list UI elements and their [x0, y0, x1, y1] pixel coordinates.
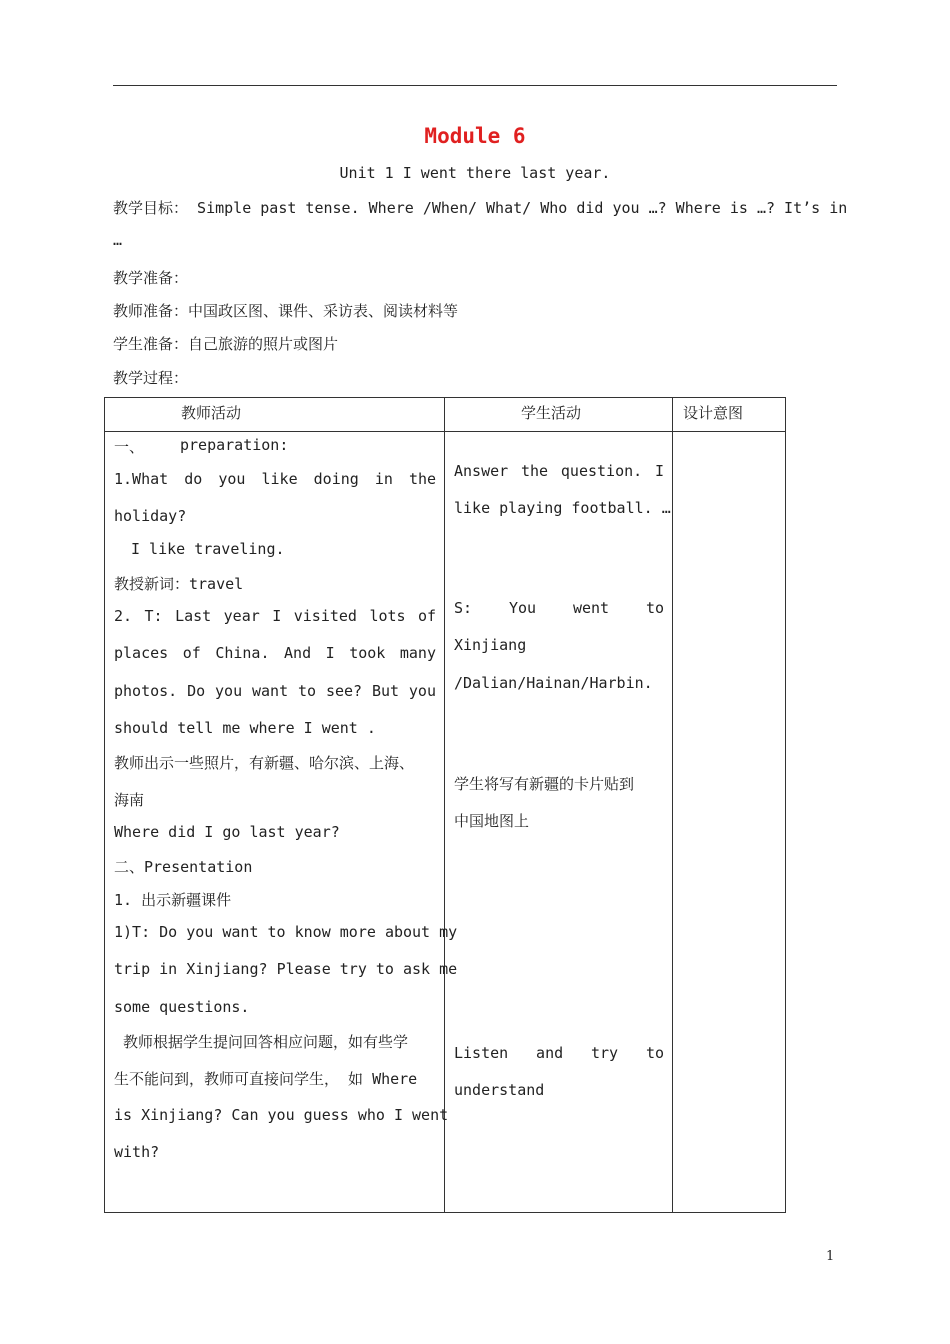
t-l1-num: 一、: [114, 438, 145, 456]
page-title: Module 6: [424, 124, 526, 148]
page-number: 1: [826, 1249, 835, 1264]
t-l17: some questions.: [114, 998, 250, 1016]
t-l6: 2. T: Last year I visited lots of: [114, 607, 437, 625]
t-l8: photos. Do you want to see? But you: [114, 682, 436, 700]
t-l12: Where did I go last year?: [114, 823, 340, 841]
header-student-activity: 学生活动: [445, 398, 673, 432]
s-l6: 学生将写有新疆的卡片贴到: [454, 775, 635, 793]
t-l9: should tell me where I went .: [114, 719, 376, 737]
t-l2: 1.What do you like doing in the: [114, 470, 437, 488]
objectives-line: [113, 197, 848, 218]
t-l15: 1)T: Do you want to know more about my: [114, 923, 458, 941]
objectives-continued: …: [113, 231, 123, 249]
t-l20: is Xinjiang? Can you guess who I went: [114, 1106, 449, 1124]
t-l10: 教师出示一些照片，有新疆、哈尔滨、上海、: [114, 754, 415, 772]
t-l7: places of China. And I took many: [114, 644, 436, 662]
t-l4: I like traveling.: [131, 540, 285, 558]
t-l13: 二、Presentation: [114, 858, 253, 876]
s-l5: /Dalian/Hainan/Harbin.: [454, 674, 653, 692]
s-l9: understand: [454, 1081, 545, 1099]
objectives-label: 教学目标：: [113, 199, 189, 217]
t-l14: 1. 出示新疆课件: [114, 891, 232, 909]
header-design-intent: 设计意图: [673, 398, 786, 432]
t-l11: 海南: [114, 791, 145, 809]
unit-subtitle: Unit 1 I went there last year.: [339, 164, 611, 182]
prep-heading: 教学准备：: [113, 269, 189, 287]
t-l16: trip in Xinjiang? Please try to ask me: [114, 960, 458, 978]
s-l8: Listen and try to: [454, 1044, 665, 1062]
lesson-table: [104, 397, 786, 1213]
table-header-row: [105, 398, 786, 432]
design-intent-cell: [673, 432, 786, 1213]
header-teacher-activity: 教师活动: [105, 398, 445, 432]
table-body-row: [105, 432, 786, 1213]
s-l2: like playing football. …: [454, 499, 671, 517]
t-l3: holiday?: [114, 507, 187, 525]
s-l4: Xinjiang: [454, 636, 527, 654]
student-activity-cell: [445, 432, 673, 1213]
t-l5: 教授新词：travel: [114, 575, 244, 593]
process-heading: 教学过程：: [113, 369, 189, 387]
s-l3: S: You went to: [454, 599, 665, 617]
teacher-prep: 教师准备：中国政区图、课件、采访表、阅读材料等: [113, 302, 459, 320]
t-l18: 教师根据学生提问回答相应问题，如有些学: [123, 1033, 409, 1051]
s-l7: 中国地图上: [454, 812, 530, 830]
s-l1: Answer the question. I: [454, 462, 665, 480]
t-l19: 生不能问到，教师可直接问学生， 如 Where: [114, 1070, 418, 1088]
header-rule: [113, 85, 837, 86]
student-prep: 学生准备：自己旅游的照片或图片: [113, 335, 339, 353]
t-l21: with?: [114, 1143, 160, 1161]
teacher-activity-cell: [105, 432, 458, 1213]
t-l1-text: preparation:: [180, 436, 289, 454]
objectives-text: Simple past tense. Where /When/ What/ Who did you …? Where is …? It’s in: [197, 199, 848, 217]
